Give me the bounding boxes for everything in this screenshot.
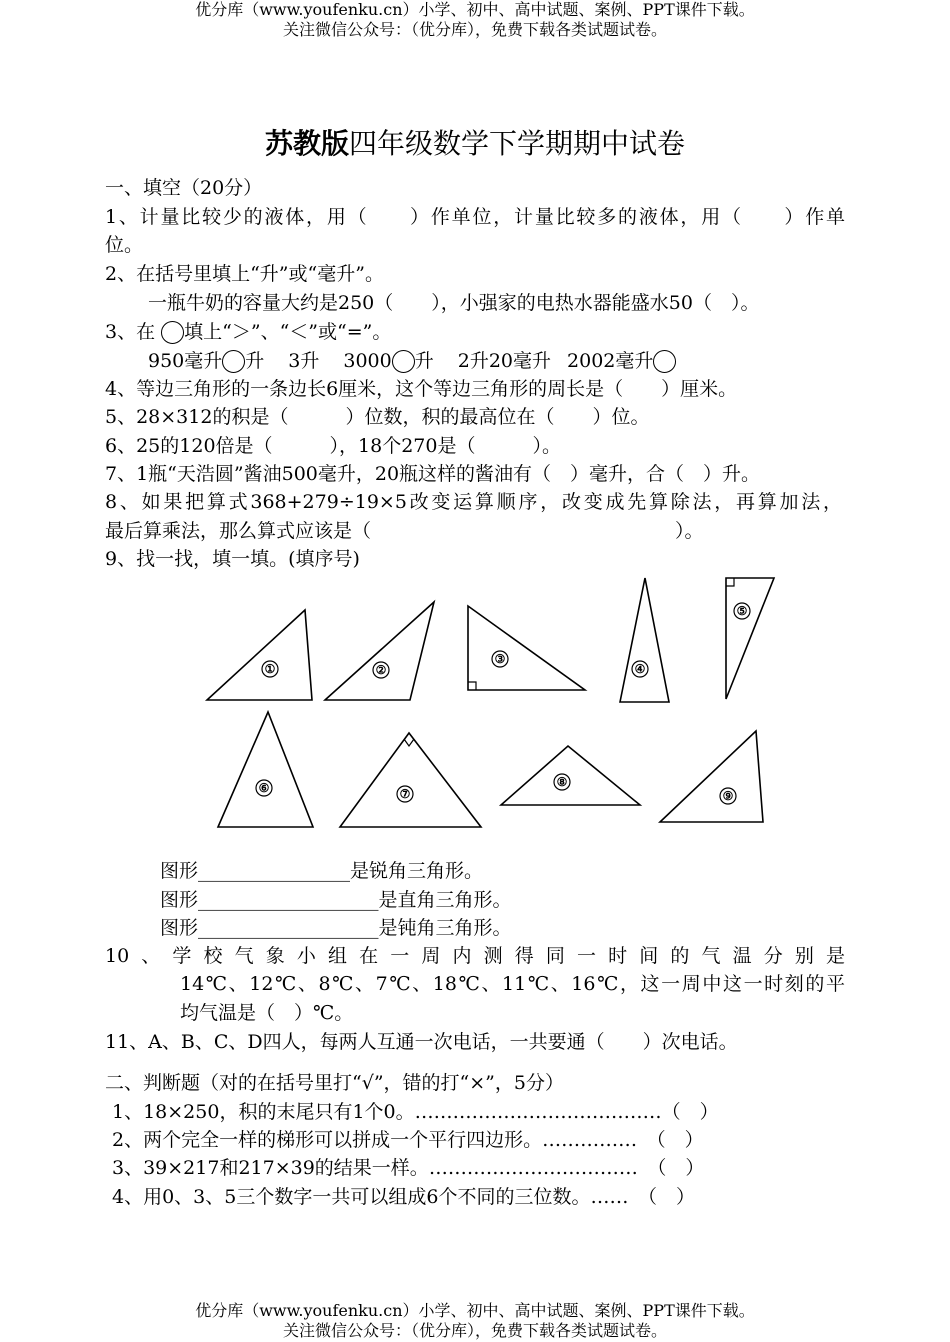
- q3-item-3l: 3升: [288, 350, 320, 372]
- triangles-figure: [195, 570, 795, 835]
- triangle-3-label: ③: [494, 652, 506, 666]
- triangle-7: [340, 733, 481, 827]
- q3-item-950ml: 950毫升: [148, 350, 223, 372]
- judgement-2: 2、两个完全一样的梯形可以拼成一个平行四边形。…………… （ ）: [112, 1129, 704, 1151]
- compare-circle-icon: [653, 350, 676, 373]
- page-header-line-2: 关注微信公众号：（优分库），免费下载各类试题试卷。: [282, 20, 667, 39]
- question-1-line-2: 位。: [105, 234, 144, 256]
- triangle-1-label: ①: [264, 662, 276, 676]
- page-footer-line-1: 优分库（www.youfenku.cn）小学、初中、高中试题、案例、PPT课件下载。: [195, 1301, 755, 1320]
- question-10-line-3: 均气温是（ ）℃。: [180, 1002, 354, 1024]
- q3-prefix: 3、在: [105, 321, 156, 343]
- question-3-line-1: [105, 320, 391, 344]
- compare-circle-icon: [222, 350, 245, 373]
- question-1-line-1: 1、计量比较少的液体，用（ ）作单位，计量比较多的液体，用（ ）作单: [105, 206, 845, 228]
- q3-instruction: 填上“＞”、“＜”或“=”。: [184, 321, 392, 343]
- question-6: 6、25的120倍是（ ），18个270是（ ）。: [105, 435, 561, 457]
- compare-circle-icon: [392, 350, 415, 373]
- q3-item-2l20ml: 2升20毫升: [457, 350, 552, 372]
- q9-answer-right: 图形___________________是直角三角形。: [160, 889, 512, 911]
- judgement-4: 4、用0、3、5三个数字一共可以组成6个不同的三位数。…… （ ）: [112, 1186, 695, 1208]
- triangle-1: [207, 610, 312, 700]
- title-rest: 四年级数学下学期期中试卷: [349, 127, 686, 160]
- question-11: 11、A、B、C、D四人，每两人互通一次电话，一共要通（ ）次电话。: [105, 1031, 738, 1053]
- question-10-line-1: 10、学校气象小组在一周内测得同一时间的气温分别是: [105, 945, 845, 967]
- page-footer-line-2: 关注微信公众号：（优分库），免费下载各类试题试卷。: [282, 1321, 667, 1340]
- triangle-5: [726, 578, 774, 699]
- q9-answer-obtuse: 图形___________________是钝角三角形。: [160, 917, 512, 939]
- question-2-line-1: 2、在括号里填上“升”或“毫升”。: [105, 263, 384, 285]
- triangle-9-label: ⑨: [722, 789, 734, 803]
- question-8-line-2: 最后算乘法，那么算式应该是（ ）。: [105, 520, 704, 542]
- question-4: 4、等边三角形的一条边长6厘米，这个等边三角形的周长是（ ）厘米。: [105, 378, 738, 400]
- triangle-6: [218, 712, 313, 827]
- question-9: 9、找一找，填一填。(填序号): [105, 548, 360, 570]
- judgement-1: 1、18×250，积的末尾只有1个0。…………………………………（ ）: [112, 1101, 719, 1123]
- q3-item-3000: 3000: [343, 350, 392, 372]
- question-8-line-1: 8、如果把算式368+279÷19×5改变运算顺序，改变成先算除法，再算加法，: [105, 491, 842, 513]
- question-3-line-2: [148, 349, 676, 373]
- q3-unit-liter: 升: [414, 350, 434, 372]
- triangle-2: [325, 602, 434, 700]
- judgement-3: 3、39×217和217×39的结果一样。…………………………… （ ）: [112, 1157, 705, 1179]
- triangle-6-label: ⑥: [258, 781, 270, 795]
- triangle-9: [660, 731, 763, 822]
- triangle-8: [501, 746, 640, 805]
- title-bold-part: 苏教版: [264, 127, 349, 160]
- section1-heading: 一、填空（20分）: [105, 177, 263, 199]
- triangle-4: [620, 578, 669, 702]
- page-title: [0, 127, 950, 161]
- triangle-8-label: ⑧: [556, 775, 568, 789]
- triangle-5-label: ⑤: [736, 604, 748, 618]
- section2-heading: 二、判断题（对的在括号里打“√”，错的打“×”，5分）: [105, 1072, 564, 1094]
- q9-answer-acute: 图形________________是锐角三角形。: [160, 860, 484, 882]
- question-5: 5、28×312的积是（ ）位数，积的最高位在（ ）位。: [105, 406, 650, 428]
- triangle-7-label: ⑦: [399, 787, 411, 801]
- question-10-line-2: 14℃、12℃、8℃、7℃、18℃、11℃、16℃，这一周中这一时刻的平: [180, 973, 845, 995]
- triangle-4-label: ④: [634, 662, 646, 676]
- compare-circle-icon: [161, 321, 184, 344]
- q3-item-2002ml: 2002毫升: [567, 350, 654, 372]
- question-7: 7、1瓶“天浩圆”酱油500毫升，20瓶这样的酱油有（ ）毫升，合（ ）升。: [105, 463, 761, 485]
- triangle-2-label: ②: [375, 663, 387, 677]
- q3-unit-liter: 升: [245, 350, 265, 372]
- question-2-line-2: 一瓶牛奶的容量大约是250（ ），小强家的电热水器能盛水50（ ）。: [148, 292, 760, 314]
- triangle-3: [468, 606, 585, 690]
- page-header-line-1: 优分库（www.youfenku.cn）小学、初中、高中试题、案例、PPT课件下载。: [195, 0, 755, 19]
